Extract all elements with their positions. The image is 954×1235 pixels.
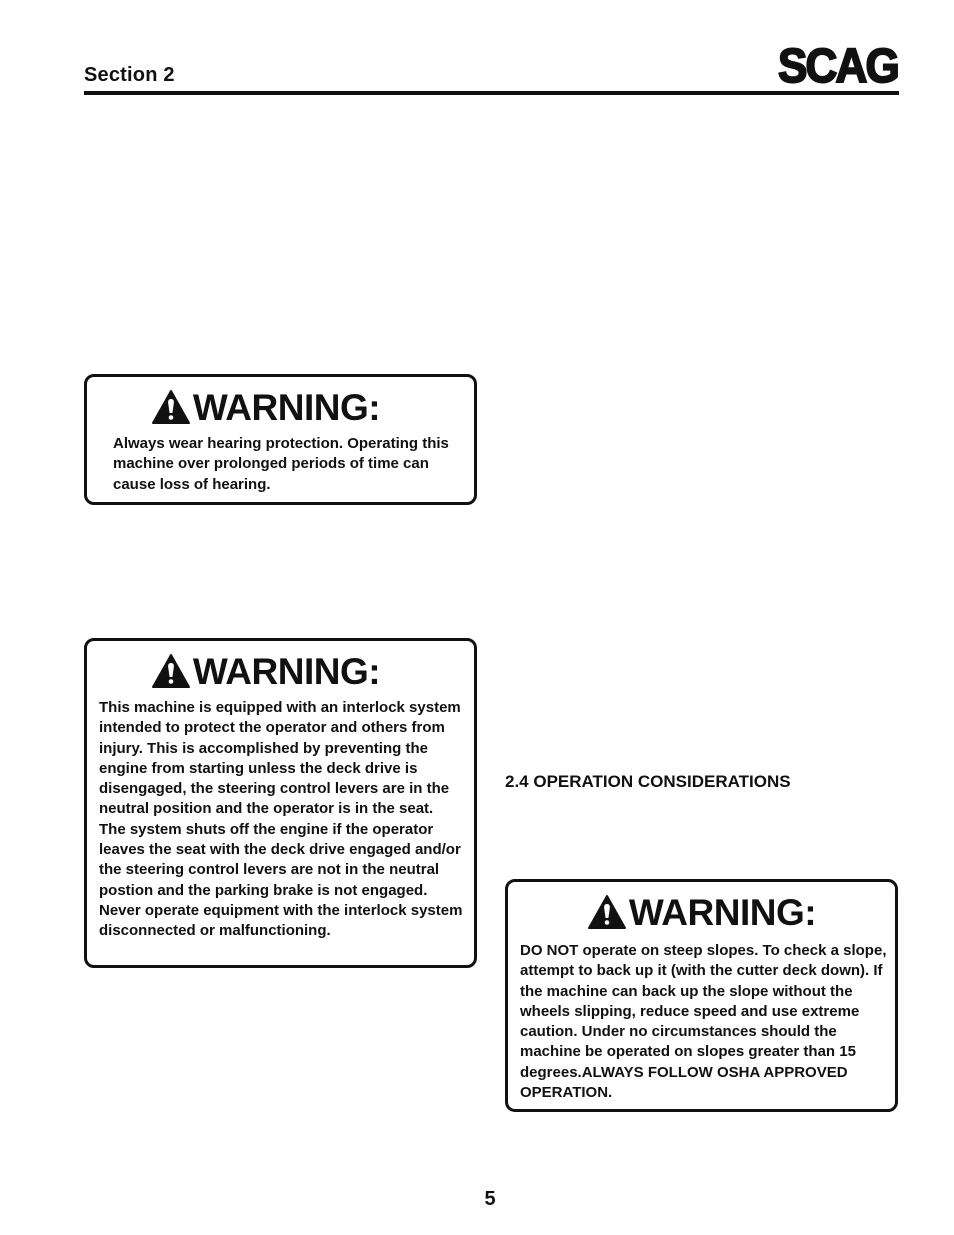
warning-title: WARNING: <box>628 891 817 933</box>
warning-header <box>57 645 474 697</box>
warning-header <box>57 381 474 433</box>
warning-title: WARNING: <box>192 650 381 692</box>
warning-title: WARNING: <box>192 386 381 428</box>
warning-triangle-icon <box>587 894 627 930</box>
warning-header <box>508 886 895 938</box>
warning-box-hearing <box>84 374 477 505</box>
warning-box-interlock <box>84 638 477 968</box>
svg-text:SCAG: SCAG <box>778 40 898 88</box>
section-heading: 2.4 OPERATION CONSIDERATIONS <box>505 772 791 791</box>
warning-box-slopes <box>505 879 898 1112</box>
header-rule <box>84 91 899 95</box>
scag-logo <box>776 40 900 88</box>
warning-triangle-icon <box>151 653 191 689</box>
warning-text: Always wear hearing protection. Operating this machine over prolonged periods of time can cause loss of hearing. <box>113 435 449 493</box>
warning-triangle-icon <box>151 389 191 425</box>
page-number: 5 <box>484 1188 496 1210</box>
warning-text: This machine is equipped with an interlock system intended to protect the operator and others from injury. This is accomplished by preventing the engine from starting unless the deck drive is disengaged, the steering control levers are in the neutral position and the operator is in the seat. The system shuts off the engine if the operator leaves the seat with the deck drive engaged and/or the steering control levers are not in the neutral postion and the parking brake is not engaged. Never operate equipment with the interlock system disconnected or malfunctioning. <box>99 699 463 940</box>
warning-text: DO NOT operate on steep slopes. To check a slope, attempt to back up it (with the cutter deck down). If the machine can back up the slope without the wheels slipping, reduce speed and use extreme caution. Under no circumstances should the machine be operated on slopes greater than 15 degrees.ALWAYS FOLLOW OSHA APPROVED OPERATION. <box>520 942 887 1102</box>
section-label: Section 2 <box>84 64 175 86</box>
